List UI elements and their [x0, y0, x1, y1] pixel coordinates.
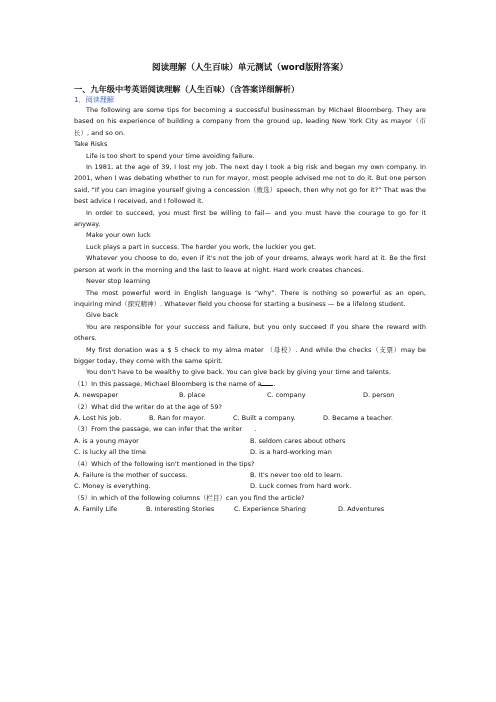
option: C. Money is everything.: [74, 482, 151, 491]
item-heading: 1．阅读理解: [74, 95, 114, 104]
paragraph: The most powerful word in English language is “why”. There is nothing so powerful as an open, inquiring mind（探究精神）. Whatever field you choose for starting a business — be a lifelong student.: [74, 288, 426, 308]
question-4-options: [74, 481, 426, 492]
question-5-options: [74, 504, 426, 515]
question-5: （5）In which of the following columns（栏目）can you find the article?: [74, 493, 305, 502]
option: A. Failure is the mother of success.: [74, 471, 188, 479]
answer-blank: [242, 425, 254, 431]
tip-heading-take-risks: Take Risks: [74, 140, 108, 149]
question-2: （2）What did the writer do at the age of 59?: [74, 402, 222, 411]
tip-heading-luck: Make your own luck: [86, 231, 151, 240]
tip-heading-learning: Never stop learning: [86, 277, 151, 286]
section-heading: 一、九年级中考英语阅读理解（人生百味）（含答案详细解析）: [74, 84, 300, 94]
document-page: [74, 62, 426, 516]
paragraph: In order to succeed, you must first be willing to fail— and you must have the courage to go for it anyway.: [74, 208, 426, 229]
document-title: 阅读理解（人生百味）单元测试（word版附答案）: [151, 63, 349, 73]
option: D. Became a teacher.: [323, 413, 393, 422]
question-3-options: [74, 447, 426, 458]
option: A. newspaper: [74, 391, 119, 400]
option: C. Built a company.: [233, 413, 296, 422]
question-4-options: [74, 470, 426, 481]
option: C. is lucky all the time: [74, 448, 146, 457]
question-1-options: [74, 390, 426, 401]
option: B. It's never too old to learn.: [250, 471, 343, 479]
option: D. person: [363, 391, 395, 400]
option: A. Lost his job.: [74, 413, 122, 422]
option: D. Luck comes from hard work.: [250, 482, 352, 491]
option: B. place: [179, 391, 206, 400]
intro-paragraph: The following are some tips for becoming a successful businessman by Michael Bloomberg. They are based on his experience of building a company from the ground up, leading New York City as mayor（市长）, and so on.: [74, 106, 426, 137]
question-2-options: [74, 413, 426, 424]
paragraph: You are responsible for your success and failure, but you only succeed if you share the reward with others.: [74, 322, 426, 343]
option: C. company: [267, 391, 306, 400]
paragraph: You don't have to be wealthy to give back. You can give back by giving your time and talents.: [86, 368, 391, 377]
option: A. is a young mayor: [74, 436, 139, 445]
question-4: （4）Which of the following isn't mentioned in the tips?: [74, 459, 255, 468]
tip-heading-give-back: Give back: [86, 311, 119, 320]
option: C. Experience Sharing: [234, 505, 306, 514]
question-3-options: [74, 436, 426, 447]
paragraph: Life is too short to spend your time avoiding failure.: [86, 151, 255, 160]
option: A. Family Life: [74, 505, 118, 514]
paragraph: In 1981, at the age of 39, I lost my job. The next day I took a big risk and began my own company. In 2001, when I was debating whether to run for mayor, most people advised me not to do it. But one person said, “If you can imagine yourself giving a concession（败选）speech, then why not go for it?” That was the best advice I received, and I followed it.: [74, 163, 426, 206]
paragraph: Whatever you choose to do, even if it's not the job of your dreams, always work hard at it. Be the first person at work in the morning and the last to leave at night. Hard work creates chances.: [74, 254, 426, 274]
option: D. is a hard-working man: [250, 448, 332, 457]
option: B. seldom cares about others: [250, 436, 346, 445]
paragraph: My first donation was a $ 5 check to my alma mater （母校）. And while the checks（支票）may be bigger today, they come with the same spirit.: [74, 345, 426, 365]
option: B. Ran for mayor.: [149, 413, 206, 422]
answer-blank: [261, 379, 273, 386]
question-1: （1）In this passage, Michael Bloomberg is the name of a .: [74, 379, 276, 388]
paragraph: Luck plays a part in success. The harder you work, the luckier you get.: [86, 242, 317, 251]
option: B. Interesting Stories: [146, 505, 215, 514]
question-3: （3）From the passage, we can infer that the writer .: [74, 425, 257, 434]
option: D. Adventures: [338, 505, 385, 514]
